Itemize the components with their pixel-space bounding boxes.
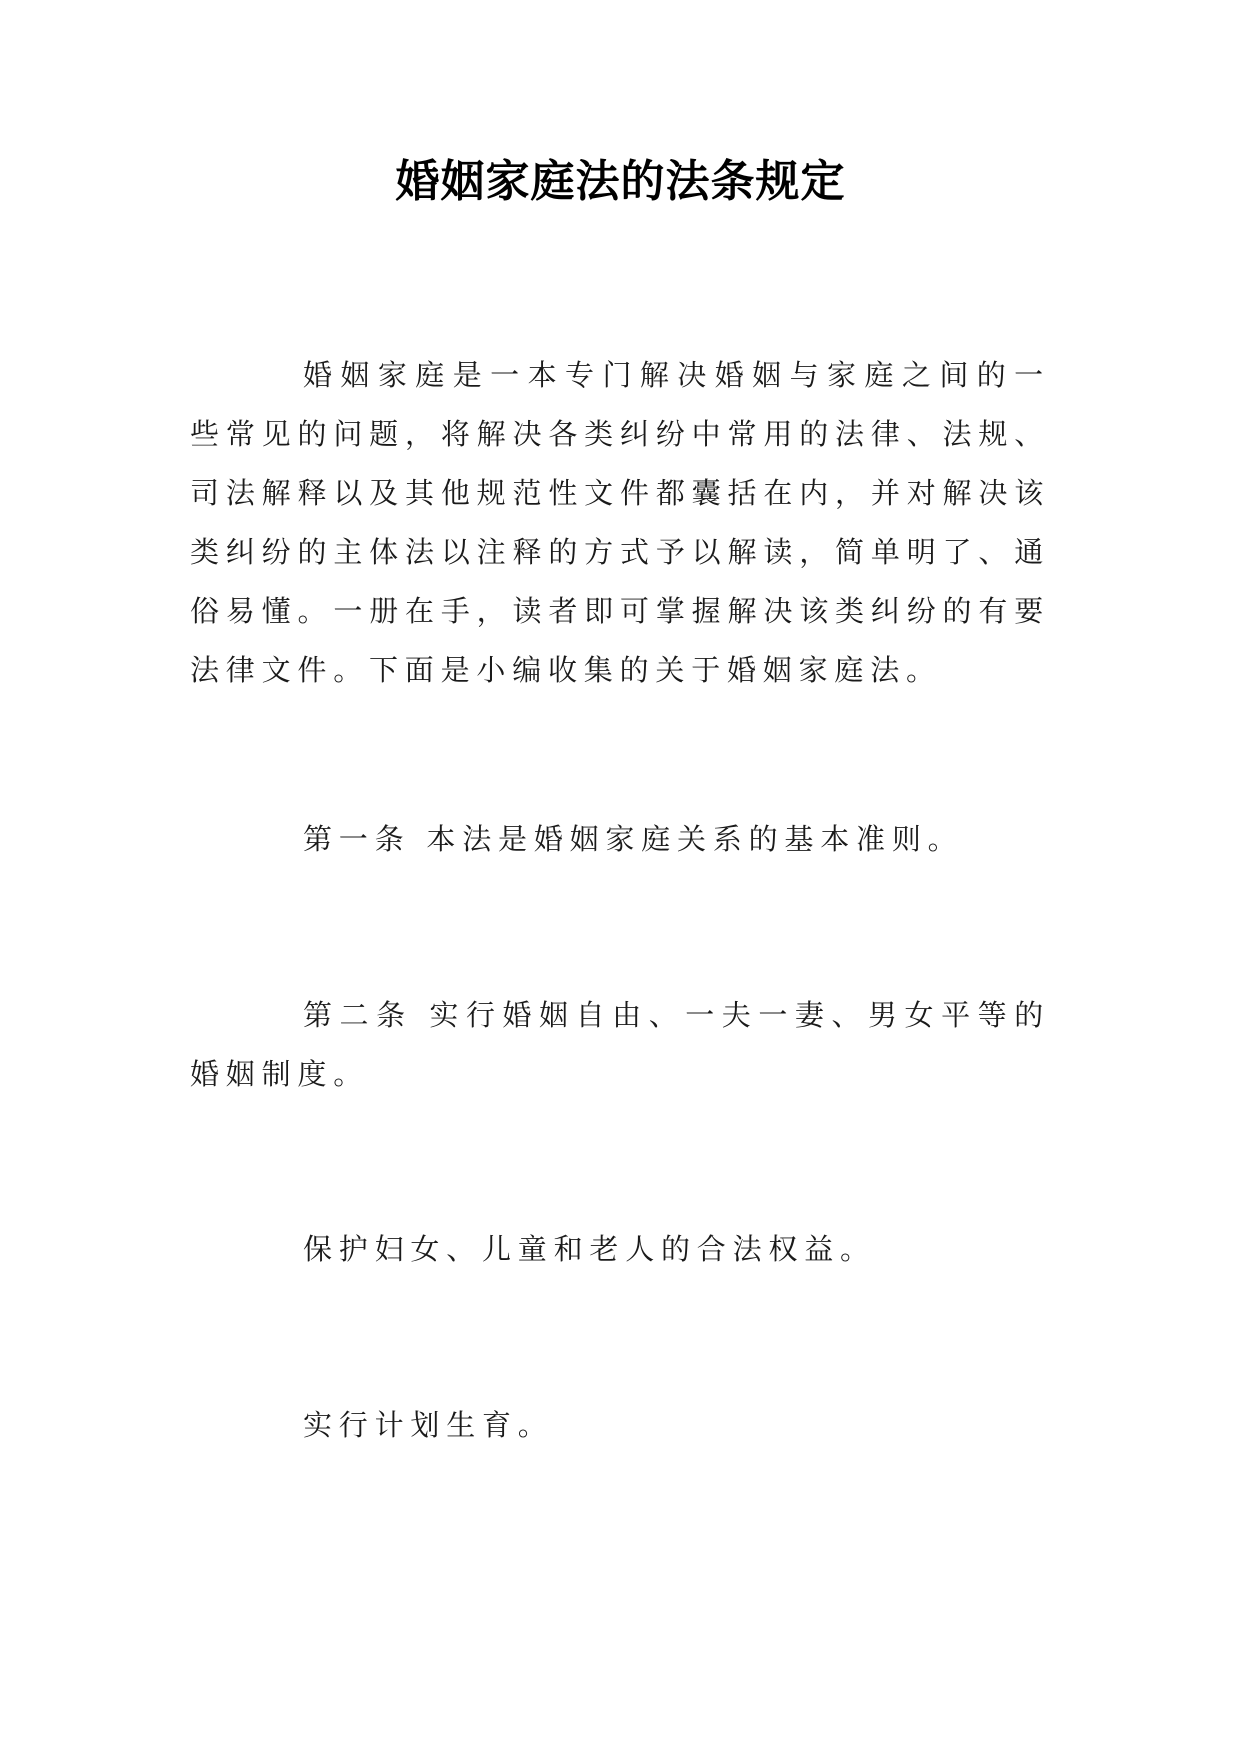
article-1-paragraph: 第一条 本法是婚姻家庭关系的基本准则。 xyxy=(303,822,964,856)
intro-paragraph: 婚姻家庭是一本专门解决婚姻与家庭之间的一些常见的问题，将解决各类纠纷中常用的法律、法规、司法解释以及其他规范性文件都囊括在内，并对解决该类纠纷的主体法以注释的方式予以解读，简单明了、通俗易懂。一册在手，读者即可掌握解决该类纠纷的有要法律文件。下面是小编收集的关于婚姻家庭法。 xyxy=(190,358,1050,687)
protection-paragraph: 保护妇女、儿童和老人的合法权益。 xyxy=(303,1232,876,1266)
article-2-paragraph: 第二条 实行婚姻自由、一夫一妻、男女平等的婚姻制度。 xyxy=(190,998,1050,1091)
document-title: 婚姻家庭法的法条规定 xyxy=(395,156,846,207)
family-planning-paragraph: 实行计划生育。 xyxy=(303,1408,554,1442)
